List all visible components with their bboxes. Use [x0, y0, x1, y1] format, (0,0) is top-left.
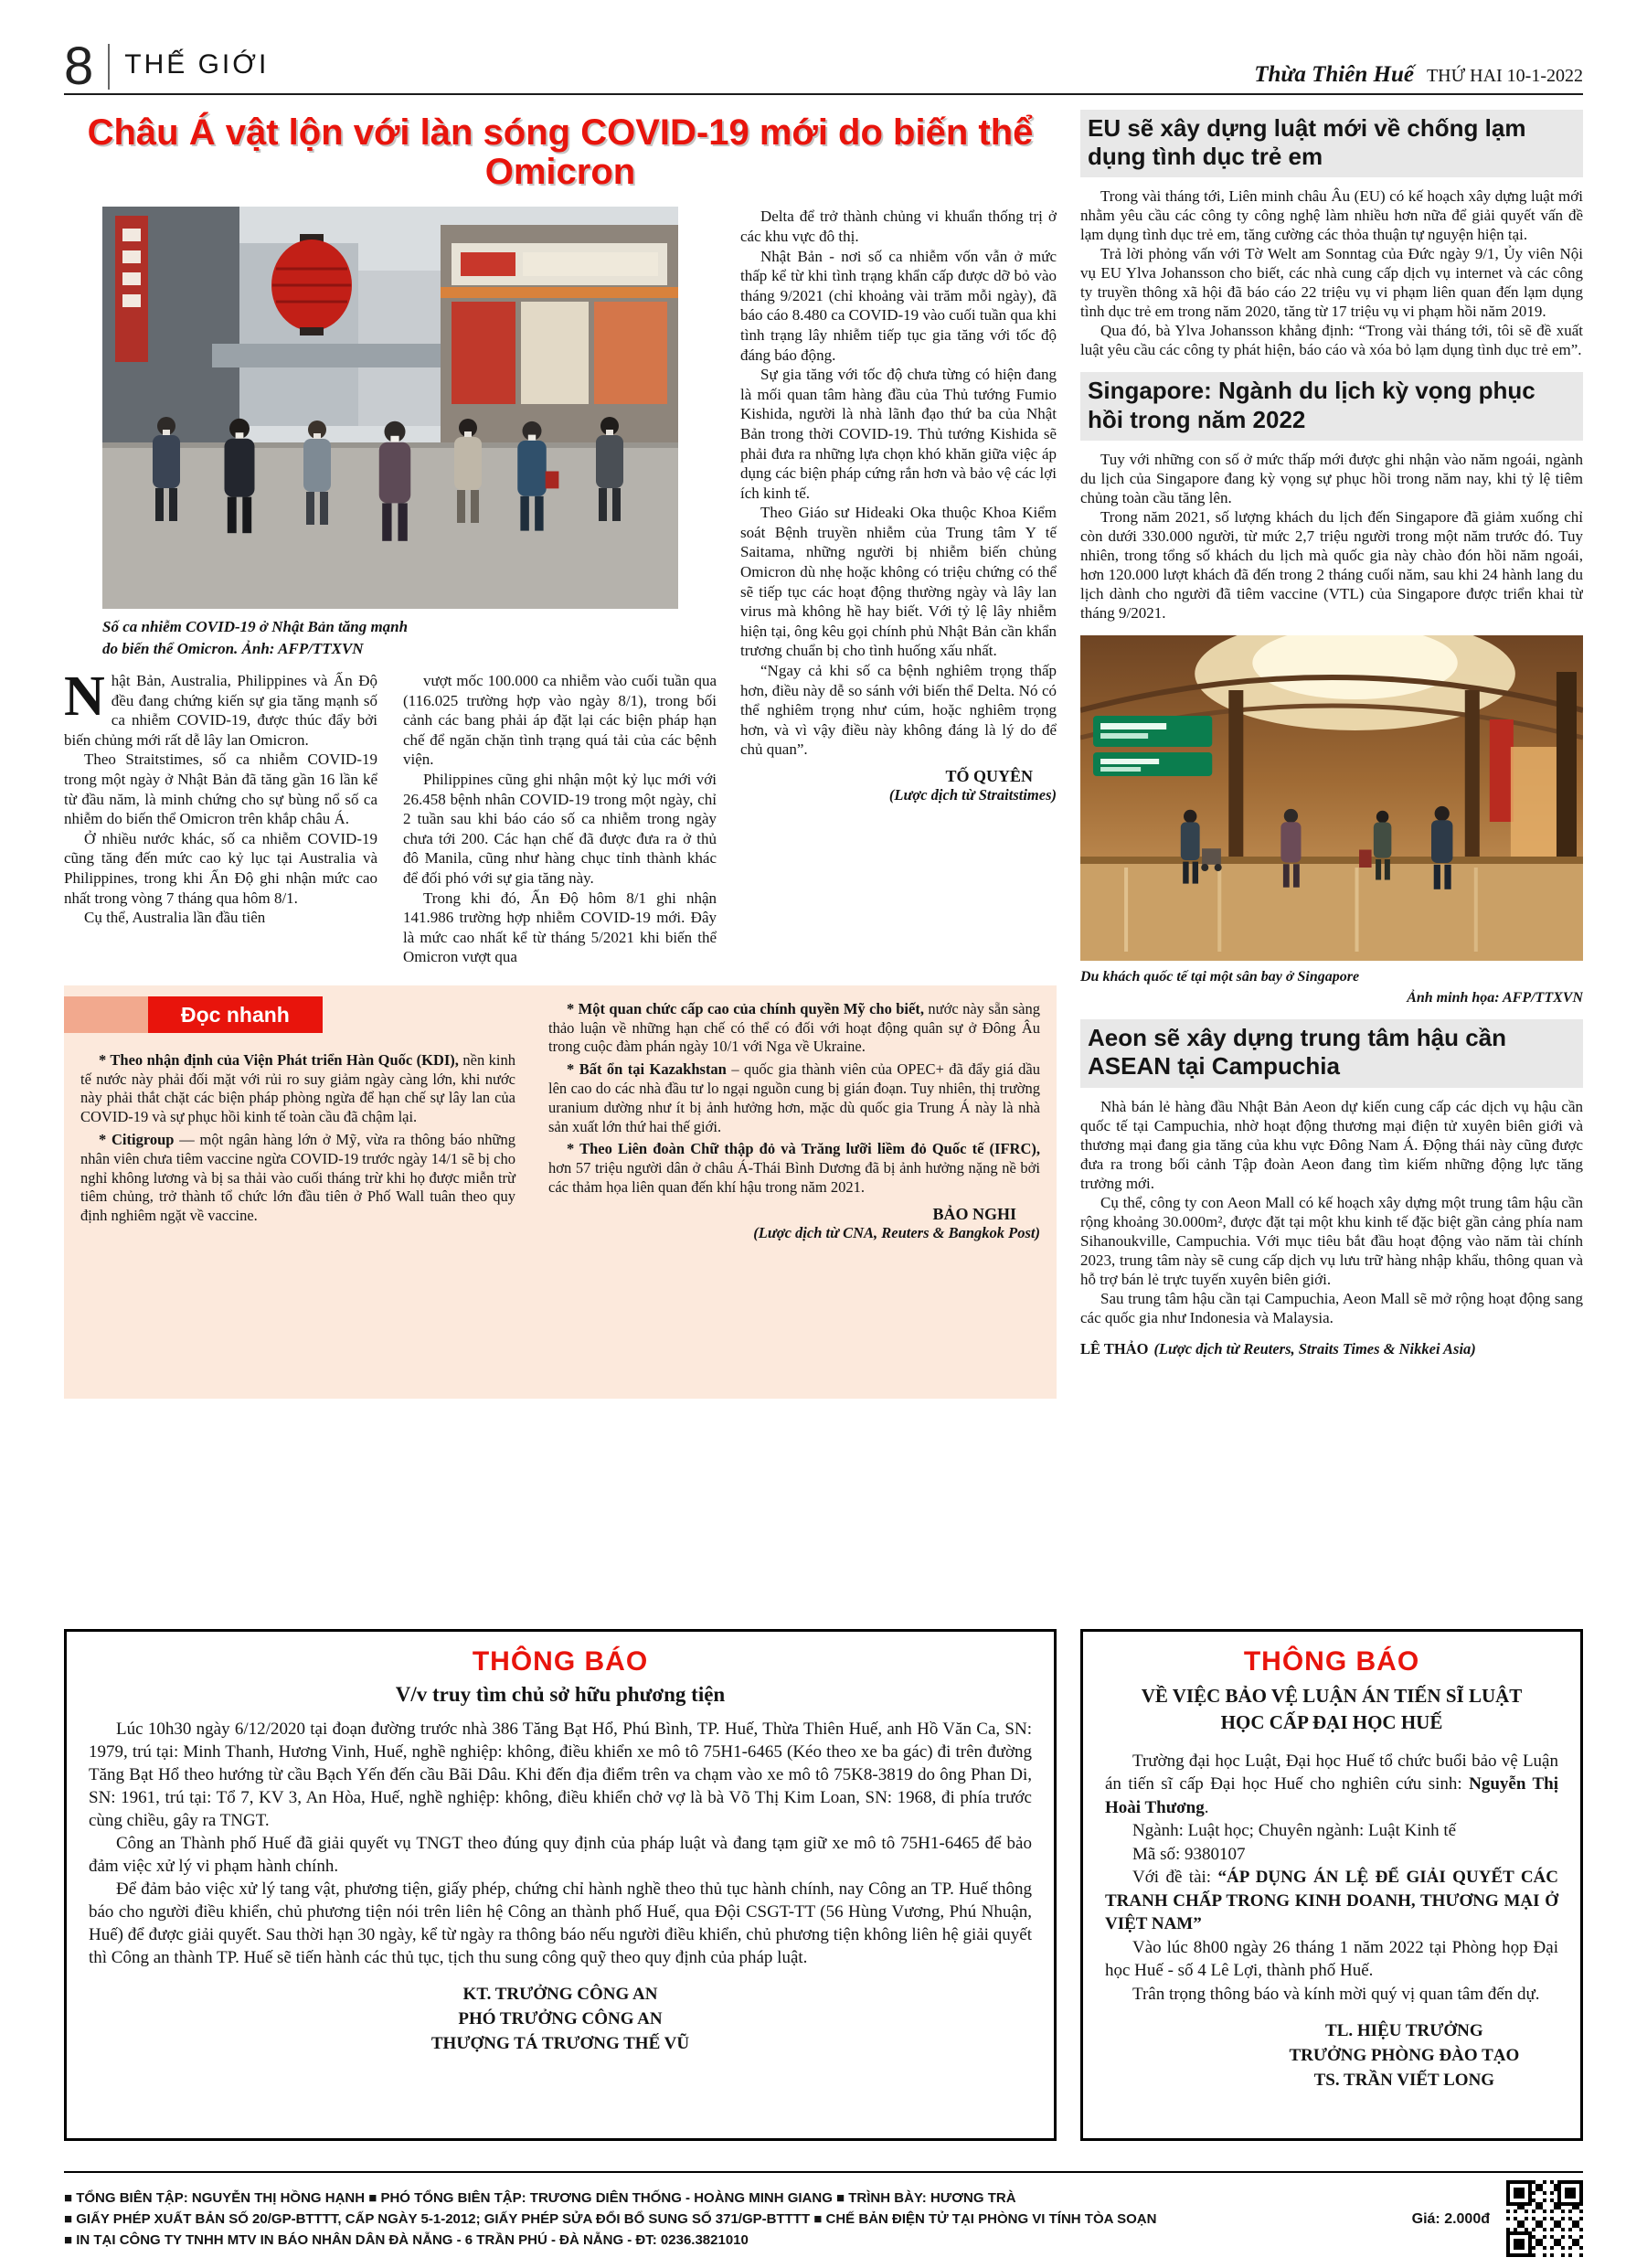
paragraph: Nhật Bản, Australia, Philippines và Ấn Độ đều đang chứng kiến sự gia tăng mạnh số ca nhiễm COVID-19, được thúc đẩy bởi biến chủng mới rất dễ lây lan Omicron. [64, 665, 377, 749]
paragraph: Cụ thể, Australia lần đầu tiên [84, 909, 266, 927]
caption-text: Du khách quốc tế tại một sân bay ở Singapore [1080, 968, 1360, 985]
photo-credit: Ảnh minh họa: AFP/TTXVN [1407, 989, 1583, 1006]
paragraph: Sau trung tâm hậu cần tại Campuchia, Aeon Mall sẽ mở rộng hoạt động sang các quốc gia như Indonesia và Malaysia. [1080, 1289, 1583, 1326]
section-title: THẾ GIỚI [124, 49, 270, 80]
right-column [1080, 110, 1583, 1609]
price-label: Giá: 2.000đ [1411, 2210, 1490, 2227]
paragraph: Ở nhiều nước khác, số ca nhiễm COVID-19 cũng tăng đến mức cao kỷ lục tại Australia và Philippines, trong khi Ấn Độ ghi nhận mức cao nhất trong vòng 7 tháng qua hôm 8/1. [64, 829, 377, 907]
singapore-airport-photo [1080, 635, 1583, 961]
paragraph: vượt mốc 100.000 ca nhiễm vào cuối tuần qua (116.025 trường hợp vào ngày 8/1), trong bối cảnh các bang phải áp đặt lại các biện pháp hạn chế để ngăn chặn tình trạng quá tải của các bệnh viện. [403, 671, 717, 769]
paragraph: Trong vài tháng tới, Liên minh châu Âu (EU) có kế hoạch xây dựng luật mới nhằm yêu cầu các công ty công nghệ làm nhiều hơn nữa để giải quyết vấn đề lạm dụng tình dục trẻ em, tăng cường các thỏa thuận tự nguyện hiện tại. [1080, 187, 1583, 244]
imprint-line-2-text: ■ GIẤY PHÉP XUẤT BẢN SỐ 20/GP-BTTTT, CẤP NGÀY 5-1-2012; GIẤY PHÉP SỬA ĐỔI BỔ SUNG SỐ 371/GP-BTTTT ■ CHẾ BẢN ĐIỆN TỬ TẠI PHÒNG VI TÍNH TÒA SOẠN [64, 2210, 1157, 2227]
paragraph: TS. TRẦN VIẾT LONG [1313, 2071, 1495, 2091]
paper-name: Thừa Thiên Huế [1254, 62, 1414, 87]
paragraph: * Theo nhận định của Viện Phát triển Hàn Quốc (KDI), nền kinh tế nước này phải đối mặt với rủi ro suy giảm ngày càng lớn, khi nước này phải thắt chặt các biện pháp phòng ngừa để hạn chế sự lây lan của COVID-19 và sự phục hồi kinh tế toàn cầu đã chậm lại. [80, 1050, 515, 1126]
paragraph: THƯỢNG TÁ TRƯƠNG THẾ VŨ [430, 2034, 690, 2053]
news-briefs-columns [80, 998, 1040, 1242]
article-eu-body [1080, 186, 1583, 359]
paragraph: Ngành: Luật học; Chuyên ngành: Luật Kinh tế [1132, 1821, 1457, 1841]
paragraph: Sự gia tăng với tốc độ chưa từng có hiện đang là mối quan tâm hàng đầu của Thủ tướng Fumio Kishida, người là nhà lãnh đạo thứ ba của Nhật Bản trong thời COVID-19. Thủ tướng Kishida sẽ phải đưa ra những lựa chọn khó khăn giữa việc áp dụng các biện pháp cứng rắn hơn và bảo vệ các lợi ích kinh tế. [740, 366, 1057, 502]
paragraph: Philippines cũng ghi nhận một kỷ lục mới với 26.458 bệnh nhân COVID-19 trong một ngày, chỉ 2 tuần sau khi báo cáo số ca nhiễm trong ngày chưa tới 200. Các hạn chế đã được đưa ra ở thủ đô Manila, cũng như hàng chục tỉnh thành khác để đối phó với sự gia tăng này. [403, 770, 717, 887]
body-column-3 [740, 207, 1057, 967]
imprint-line-3: ■ IN TẠI CÔNG TY TNHH MTV IN BÁO NHÂN DÂN ĐÀ NẴNG - 6 TRẦN PHÚ - ĐÀ NẴNG - ĐT: 0236.3821010 [64, 2231, 749, 2248]
paragraph: Trường đại học Luật, Đại học Huế tổ chức buổi bảo vệ Luận án tiến sĩ cấp Đại học Huế cho nghiên cứu sinh: Nguyễn Thị Hoài Thương. [1105, 1751, 1559, 1817]
masthead-divider [108, 44, 110, 90]
paragraph: Mã số: 9380107 [1132, 1844, 1246, 1864]
paragraph: Trả lời phỏng vấn với Tờ Welt am Sonntag của Đức ngày 9/1, Ủy viên Nội vụ EU Ylva Johansson cho biết, các nhà cung cấp dịch vụ internet và các công ty truyền thông xã hội đã báo cáo 22 triệu vụ vi phạm liên quan đến lạm dụng tình dục trẻ em trong năm 2020, tăng từ 17 triệu vụ vi phạm hồi năm 2019. [1080, 245, 1583, 321]
imprint-line-2 [64, 2209, 1490, 2230]
masthead-left [64, 37, 270, 96]
paragraph: Trong năm 2021, số lượng khách du lịch đến Singapore đã giảm xuống chỉ còn dưới 330.000 người, từ mức 2,7 triệu người trong một năm trước đó. Tuy nhiên, trong tổng số khách du lịch mà quốc gia này chào đón hồi năm ngoái, hơn 120.000 lượt khách đã đến trong 2 tháng cuối năm, sau khi 24 hành lang du lịch dành cho người đã tiêm vaccine (VTL) của Singapore được triển khai từ tháng 9/2021. [1080, 507, 1583, 622]
singapore-photo-caption [1080, 966, 1583, 1008]
caption-line: do biến thể Omicron. Ảnh: AFP/TTXVN [102, 640, 364, 658]
paragraph: “Ngay cả khi số ca bệnh nghiêm trọng thấp hơn, điều này dễ so sánh với biến thể Delta. Nó có thể nghiêm trọng như cúm, hoặc nghiêm trọng hơn, và vì vậy điều này không đáng là lý do để chủ quan”. [740, 662, 1057, 759]
paragraph: * Citigroup — một ngân hàng lớn ở Mỹ, vừa ra thông báo những nhân viên chưa tiêm vaccine ngừa COVID-19 trước ngày 14/1 sẽ bị cho nghỉ không lương và bị sa thải vào cuối tháng trừ khi họ được miễn trừ tiêm chủng, trở thành tổ chức lớn đầu tiên ở Phố Wall tuân theo quy định nghiêm ngặt về vaccine. [80, 1131, 515, 1225]
main-article-title: Châu Á vật lộn với làn sóng COVID-19 mới do biến thể Omicron [87, 112, 1034, 193]
paragraph: TL. HIỆU TRƯỞNG [1325, 2021, 1483, 2041]
paragraph: Qua đó, bà Ylva Johansson khẳng định: “Trong vài tháng tới, tôi sẽ đề xuất luật yêu cầu các công ty phát hiện, báo cáo và xóa bỏ lạm dụng tình dục trẻ em”. [1080, 322, 1583, 359]
issue-date: THỨ HAI 10-1-2022 [1426, 66, 1583, 86]
notices-row [64, 1629, 1583, 2141]
main-article-left [64, 207, 717, 967]
caption-line: Số ca nhiễm COVID-19 ở Nhật Bản tăng mạnh [102, 618, 409, 636]
paragraph: Công an Thành phố Huế đã giải quyết vụ TNGT theo đúng quy định của pháp luật và đang tạm giữ xe mô tô 75H1-6465 để bảo đảm việc xử lý vi phạm hành chính. [89, 1834, 1032, 1876]
article-aeon-body [1080, 1097, 1583, 1327]
paragraph: Cụ thể, công ty con Aeon Mall có kế hoạch xây dựng một trung tâm hậu cần rộng khoảng 30.000m², được đặt tại một khu kinh tế đặc biệt gần cảng phía nam Sihanoukville, Campuchia. Với mục tiêu bắt đầu hoạt động vào năm tài chính 2023, trung tâm này sẽ cung cấp dịch vụ lưu trữ hàng nhập khẩu, thông quan và hỗ trợ bán lẻ trực tuyến xuyên biên giới. [1080, 1193, 1583, 1288]
paragraph: Để đảm bảo việc xử lý tang vật, phương tiện, giấy phép, chứng chỉ hành nghề theo thủ tục hành chính, nay Công an TP. Huế thông báo cho người điều khiển, chủ phương tiện nói trên liên hệ Công an thành phố Huế, qua Đội CSGT-TT (56 Hùng Vương, Phú Nhuận, Huế) để được giải quyết. Sau thời hạn 30 ngày, kể từ ngày ra thông báo nếu người điều khiển, chủ phương tiện không liên hệ giải quyết thì Công an thành TP. Huế sẽ tiến hành các thủ tục, tịch thu sung công quỹ theo quy định của pháp luật. [89, 1879, 1032, 1967]
notice-body [1105, 1750, 1558, 2007]
paragraph: Lúc 10h30 ngày 6/12/2020 tại đoạn đường trước nhà 386 Tăng Bạt Hổ, Phú Bình, TP. Huế, Thừa Thiên Huế, anh Hồ Văn Ca, SN: 1979, trú tại: Minh Thanh, Hương Vinh, Huế, nghề nghiệp: không, điều khiển xe mô tô 75H1-6465 (Kéo theo xe ba gác) đi trên đường Tăng Bạt Hổ theo hướng từ cầu Bạch Yến đến cầu Bãi Dâu. Khi đến địa điểm trên va chạm vào xe mô tô 75K8-3819 do ông Phan Di, SN: 1961, trú tại: Tổ 7, KV 3, An Hòa, Huế, nghề nghiệp: không, điều khiển chở vợ là bà Võ Thị Kim Loan, SN: 1968, đi phía trước cùng chiều, gây ra TNGT. [89, 1720, 1032, 1830]
page-number: 8 [64, 37, 94, 96]
imprint-line-1: ■ TỔNG BIÊN TẬP: NGUYỄN THỊ HỒNG HẠNH ■ PHÓ TỔNG BIÊN TẬP: TRƯƠNG DIÊN THỐNG - HOÀNG MINH GIANG ■ TRÌNH BÀY: HƯƠNG TRÀ [64, 2189, 1016, 2206]
masthead [64, 0, 1583, 96]
main-article-source: (Lược dịch từ Straitstimes) [888, 786, 1057, 804]
paragraph: * Một quan chức cấp cao của chính quyền Mỹ cho biết, nước này sẵn sàng thảo luận về những hạn chế có thể có đối với hoạt động quân sự ở Đông Âu trong cuộc đàm phán ngày 10/1 với Nga về Ukraine. [548, 999, 1040, 1056]
content-row [64, 110, 1583, 1609]
paragraph: Theo Giáo sư Hideaki Oka thuộc Khoa Kiểm soát Bệnh truyền nhiễm của Trung tâm Y tế Saitama, những người bị nhiễm biến chủng Omicron dù nhẹ hoặc không có triệu chứng có thể sẽ tiếp tục các hoạt động thường ngày và lây lan virus mà không hề hay biết. Với tỷ lệ lây nhiễm hiện tại, ông kêu gọi chính phủ Nhật Bản cần khẩn trương chuẩn bị cho tình huống xấu nhất. [740, 504, 1057, 660]
notice-thesis-defense [1080, 1629, 1583, 2141]
paragraph: Trong khi đó, Ấn Độ hôm 8/1 ghi nhận 141.986 trường hợp nhiễm COVID-19 mới. Đây là mức cao nhất kể từ tháng 5/2021 khi biến thể Omicron vượt qua [403, 889, 717, 966]
paragraph: TRƯỞNG PHÒNG ĐÀO TẠO [1289, 2046, 1520, 2066]
briefs-column-2-text [548, 1000, 1040, 1198]
imprint-lines [64, 2188, 1490, 2251]
paragraph: Tuy với những con số ở mức thấp mới được ghi nhận vào năm ngoái, ngành du lịch của Singapore đang kỳ vọng sự phục hồi trong năm nay, khi tỷ lệ tiêm chủng toàn cầu tăng lên. [1080, 450, 1583, 506]
article-singapore-title: Singapore: Ngành du lịch kỳ vọng phục hồi trong năm 2022 [1080, 372, 1583, 440]
label-accent-block [64, 996, 148, 1033]
news-briefs-label [64, 996, 323, 1033]
paragraph: * Bất ổn tại Kazakhstan – quốc gia thành viên của OPEC+ đã đẩy giá dầu lên cao do các nhà đầu tư lo ngại nguồn cung bị gián đoạn. Tuy nhiên, thị trường uranium dường như ít bị ảnh hưởng hơn, mặc dù quốc gia Trung Á này là nhà sản xuất lớn thứ hai thế giới. [548, 1060, 1041, 1135]
japan-street-photo [102, 207, 678, 609]
body-column-2 [403, 671, 717, 967]
imprint-footer [64, 2171, 1583, 2261]
notice-subtitle: VỀ VIỆC BẢO VỆ LUẬN ÁN TIẾN SĨ LUẬT HỌC CẤP ĐẠI HỌC HUẾ [1141, 1685, 1523, 1734]
masthead-right [1254, 62, 1583, 93]
byline-source: (Lược dịch từ Reuters, Straits Times & Nikkei Asia) [1153, 1339, 1476, 1358]
wayfinding-signs [1093, 716, 1212, 776]
notice-body [89, 1718, 1032, 1969]
article-singapore-body [1080, 450, 1583, 623]
paragraph: * Theo Liên đoàn Chữ thập đỏ và Trăng lưỡi liềm đỏ Quốc tế (IFRC), hơn 57 triệu người dân ở châu Á-Thái Bình Dương đã bị ảnh hưởng nặng nề bởi các thảm họa liên quan đến khí hậu trong năm 2021. [548, 1140, 1040, 1197]
paragraph: KT. TRƯỞNG CÔNG AN [462, 1985, 658, 2004]
paragraph: Nhật Bản - nơi số ca nhiễm vốn vẫn ở mức thấp kể từ khi tình trạng khẩn cấp được dỡ bỏ vào tháng 9/2021 (chỉ khoảng vài trăm mỗi ngày), đã báo cáo 8.480 ca COVID-19 vào cuối tuần qua khi tình trạng lây nhiễm tiếp tục gia tăng với tốc độ đáng báo động. [740, 247, 1057, 364]
briefs-column-2 [548, 998, 1040, 1242]
paragraph: Với đề tài: “ÁP DỤNG ÁN LỆ ĐỂ GIẢI QUYẾT CÁC TRANH CHẤP TRONG KINH DOANH, THƯƠNG MẠI Ở VIỆT NAM” [1105, 1868, 1558, 1934]
notice-vehicle-search [64, 1629, 1057, 2141]
notice-signature [1250, 2018, 1558, 2092]
news-briefs-box [64, 985, 1057, 1399]
paragraph: Delta để trở thành chủng vi khuẩn thống trị ở các khu vực đô thị. [740, 208, 1057, 245]
briefs-source: (Lược dịch từ CNA, Reuters & Bangkok Post) [753, 1223, 1040, 1241]
main-photo-caption [102, 616, 678, 660]
paragraph: Theo Straitstimes, số ca nhiễm COVID-19 trong một ngày ở Nhật Bản đã tăng gần 16 lần kể từ đầu năm, là minh chứng cho sự bùng nổ số ca nhiễm do biến thể Omicron trên khắp châu Á. [64, 751, 377, 828]
paragraph: Nhà bán lẻ hàng đầu Nhật Bản Aeon dự kiến cung cấp các dịch vụ hậu cần quốc tế tại Campuchia, nhờ hoạt động thương mại điện tử xuyên biên giới và thương mại đang gia tăng của khu vực Đông Nam Á. Động thái này cũng được đưa ra trong bối cảnh Tập đoàn Aeon đang tìm kiếm những động lực tăng trưởng mới. [1080, 1097, 1583, 1192]
right-column-byline [1080, 1340, 1583, 1358]
byline-name: LÊ THẢO [1080, 1339, 1149, 1358]
qr-code [1506, 2180, 1583, 2257]
main-article-byline: TỐ QUYÊN [945, 767, 1033, 785]
main-body-columns [64, 665, 717, 967]
label-text: Đọc nhanh [148, 996, 323, 1033]
paragraph: Vào lúc 8h00 ngày 26 tháng 1 năm 2022 tại Phòng họp Đại học Huế - số 4 Lê Lợi, thành phố Huế. [1105, 1937, 1558, 1981]
briefs-column-1 [80, 998, 515, 1242]
paragraph: PHÓ TRƯỞNG CÔNG AN [458, 2009, 663, 2028]
header-rule [64, 93, 1583, 95]
briefs-byline: BẢO NGHI [932, 1204, 1016, 1223]
main-article-body [64, 207, 1057, 967]
notice-signature [89, 1982, 1032, 2056]
main-article [64, 110, 1057, 1609]
paragraph: Trân trọng thông báo và kính mời quý vị quan tâm đến dự. [1132, 1984, 1540, 2004]
notice-title: THÔNG BÁO [1243, 1646, 1420, 1677]
body-column-1 [64, 665, 377, 967]
body-column-3-text [740, 207, 1057, 760]
notice-subtitle: V/v truy tìm chủ sở hữu phương tiện [395, 1683, 726, 1706]
article-eu-title: EU sẽ xây dựng luật mới về chống lạm dụng tình dục trẻ em [1080, 110, 1583, 177]
notice-title: THÔNG BÁO [472, 1646, 649, 1677]
article-aeon-title: Aeon sẽ xây dựng trung tâm hậu cần ASEAN tại Campuchia [1080, 1019, 1583, 1087]
